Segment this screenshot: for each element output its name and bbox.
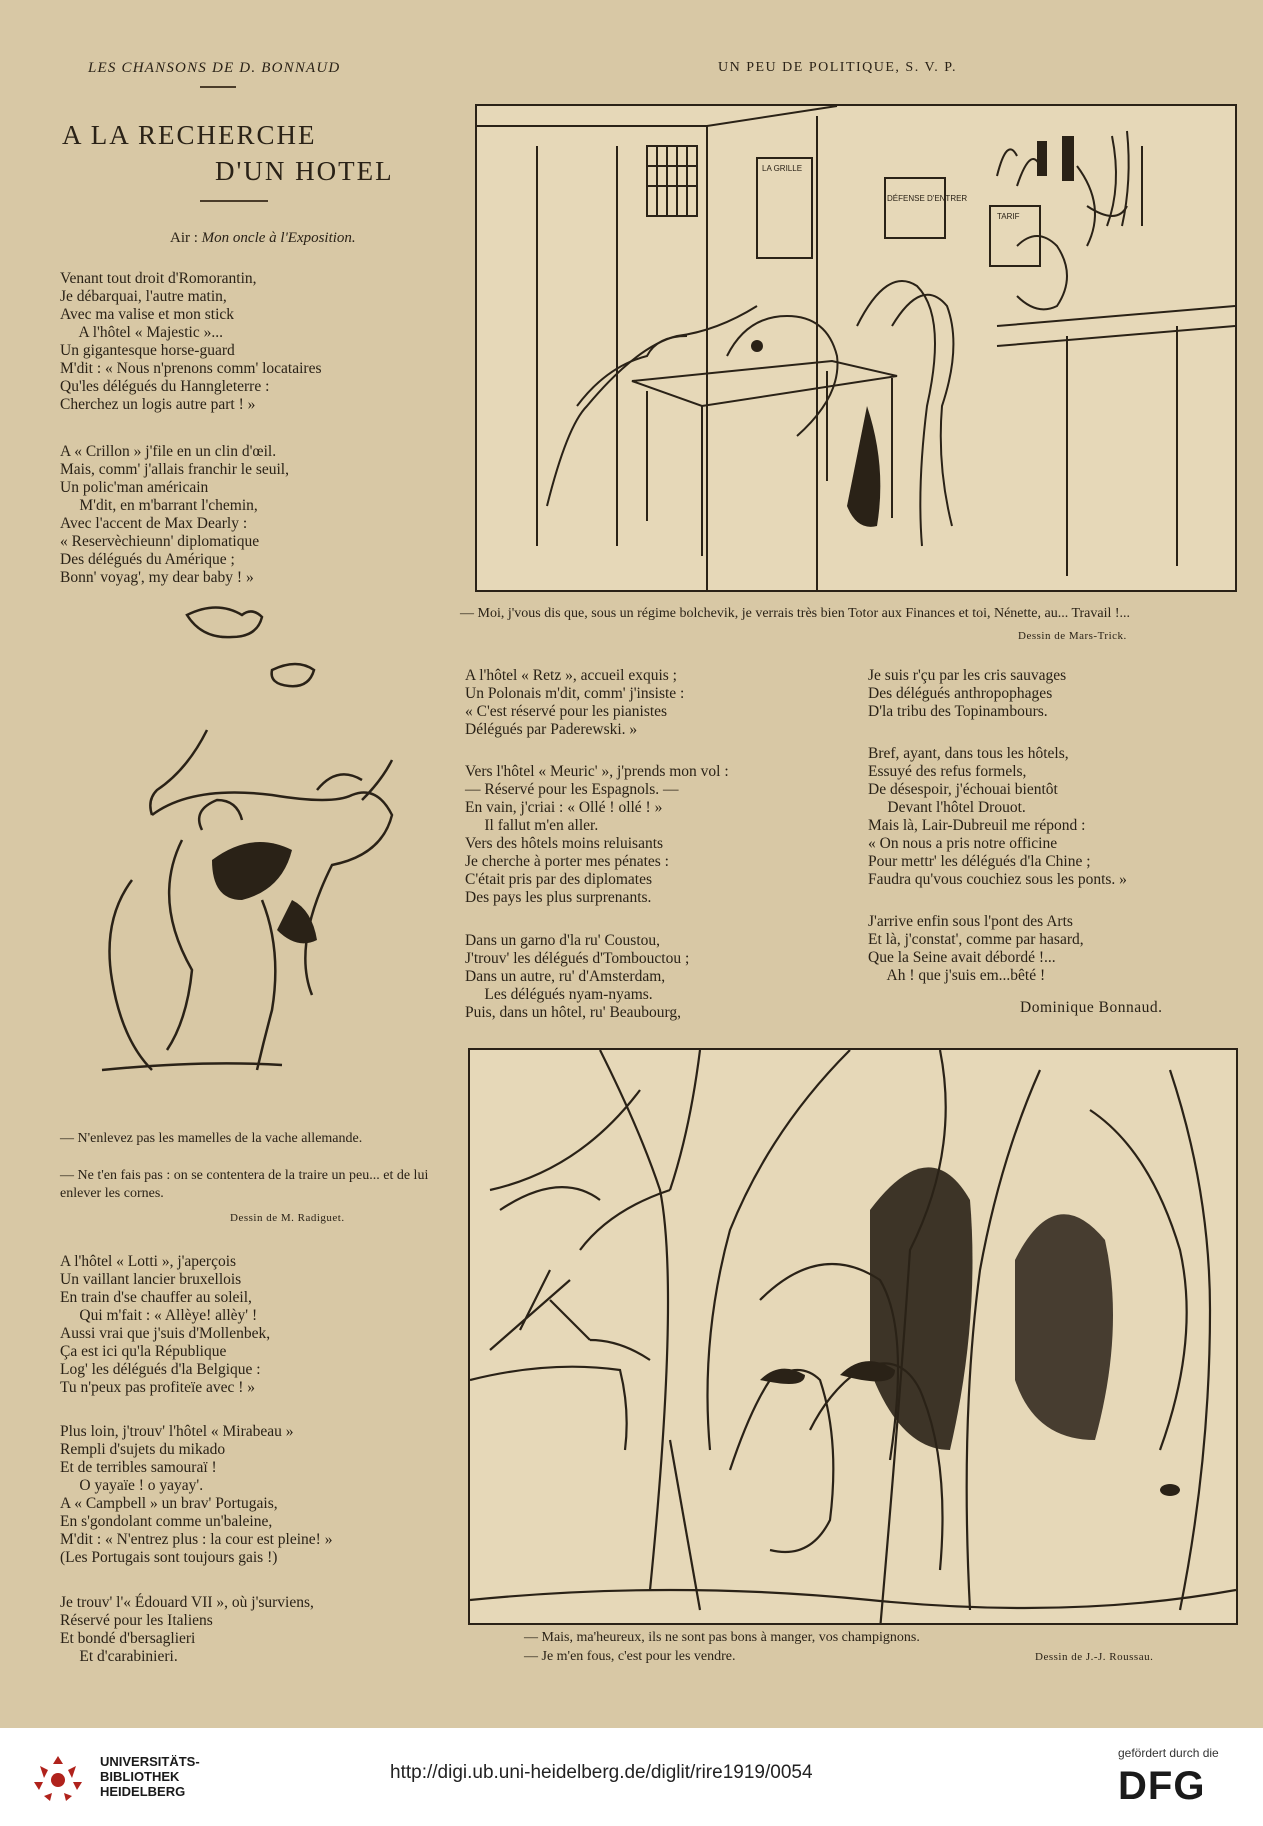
tune-label: Air : bbox=[170, 230, 198, 246]
forest-caption-1: — Mais, ma'heureux, ils ne sont pas bons à manger, vos champignons. bbox=[524, 1630, 920, 1645]
stanza-4: Plus loin, j'trouv' l'hôtel « Mirabeau » Rempli d'sujets du mikado Et de terribles samouraï ! O yayaïe ! o yayay'. A « Campbell » un brav' Portugais, En s'gondolant comme un'baleine, M'dit : « N'entrez plus : la cour est pleine! » (Les Portugais sont toujours gais !) bbox=[60, 1423, 333, 1566]
cafe-drawing bbox=[477, 106, 1235, 590]
poem-title-line2: D'UN HOTEL bbox=[215, 156, 394, 186]
sign-grille: LA GRILLE bbox=[762, 164, 803, 173]
stanza-11: J'arrive enfin sous l'pont des Arts Et là, j'constat', comme par hasard, Que la Seine avait débordé !... Ah ! que j'suis em...bêté ! bbox=[868, 913, 1084, 984]
stanza-8: Dans un garno d'la ru' Coustou, J'trouv' les délégués d'Tombouctou ; Dans un autre, ru' d'Amsterdam, Les délégués nyam-nyams. Puis, dans un hôtel, ru' Beaubourg, bbox=[465, 932, 690, 1021]
poem-title-line1: A LA RECHERCHE bbox=[62, 120, 317, 150]
stanza-6: A l'hôtel « Retz », accueil exquis ; Un Polonais m'dit, comm' j'insiste : « C'est réservé pour les pianistes Délégués par Paderewski. » bbox=[465, 667, 685, 738]
cafe-caption: — Moi, j'vous dis que, sous un régime bolchevik, je verrais très bien Totor aux Finances et toi, Nénette, au... Travail !... bbox=[460, 606, 1131, 621]
cow-caption-2: — Ne t'en fais pas : on se contentera de la traire un peu... et de lui enlever les cornes. bbox=[60, 1168, 429, 1201]
tune-name: Mon oncle à l'Exposition. bbox=[201, 230, 356, 246]
stanza-7: Vers l'hôtel « Meuric' », j'prends mon vol : — Réservé pour les Espagnols. — En vain, j'criai : « Ollé ! ollé ! » Il fallut m'en aller. Vers des hôtels moins reluisants Je cherche à porter mes pénates : C'était pris par des diplomates Des pays les plus surprenants. bbox=[465, 763, 729, 906]
author-signature: Dominique Bonnaud. bbox=[1020, 999, 1163, 1016]
sign-defense: DÉFENSE D'ENTRER bbox=[887, 194, 968, 203]
funder-text: gefördert durch die bbox=[1118, 1746, 1219, 1760]
library-name: UNIVERSITÄTS- BIBLIOTHEK HEIDELBERG bbox=[100, 1754, 200, 1799]
ornament-rule bbox=[200, 86, 236, 89]
cow-credit: Dessin de M. Radiguet. bbox=[230, 1212, 345, 1224]
dfg-logo: DFG bbox=[1118, 1764, 1206, 1808]
running-header-right: UN PEU DE POLITIQUE, S. V. P. bbox=[718, 60, 958, 75]
stanza-9: Je suis r'çu par les cris sauvages Des délégués anthropophages D'la tribu des Topinambours. bbox=[868, 667, 1067, 720]
library-seal-icon bbox=[30, 1752, 86, 1804]
stanza-5: Je trouv' l'« Édouard VII », où j'surviens, Réservé pour les Italiens Et bondé d'bersaglieri Et d'carabinieri. bbox=[60, 1594, 314, 1665]
cow-drawing bbox=[62, 600, 432, 1100]
permalink-url[interactable]: http://digi.ub.uni-heidelberg.de/diglit/rire1919/0054 bbox=[390, 1762, 813, 1783]
stanza-2: A « Crillon » j'file en un clin d'œil. Mais, comm' j'allais franchir le seuil, Un polic'man américain M'dit, en m'barrant l'chemin, Avec l'accent de Max Dearly : « Reservèchieunn' diplomatique Des délégués du Amérique ; Bonn' voyag', my dear baby ! » bbox=[60, 443, 289, 586]
footer-bar bbox=[0, 1728, 1263, 1826]
tune-line bbox=[170, 230, 356, 247]
stanza-1: Venant tout droit d'Romorantin, Je débarquai, l'autre matin, Avec ma valise et mon stick A l'hôtel « Majestic »... Un gigantesque horse-guard M'dit : « Nous n'prenons comm' locataires Qu'les délégués du Hanngleterre : Cherchez un logis autre part ! » bbox=[60, 270, 322, 413]
forest-caption-2: — Je m'en fous, c'est pour les vendre. bbox=[524, 1649, 736, 1664]
forest-credit: Dessin de J.-J. Roussau. bbox=[1035, 1651, 1154, 1663]
cafe-credit: Dessin de Mars-Trick. bbox=[1018, 630, 1127, 642]
title-underline bbox=[200, 200, 268, 203]
cow-illustration bbox=[62, 600, 432, 1100]
running-header-left: LES CHANSONS DE D. BONNAUD bbox=[88, 60, 341, 76]
sign-tarif: TARIF bbox=[997, 212, 1020, 221]
stanza-3: A l'hôtel « Lotti », j'aperçois Un vaillant lancier bruxellois En train d'se chauffer au soleil, Qui m'fait : « Allèye! allèy' ! Aussi vrai que j'suis d'Mollenbek, Ça est ici qu'la République Log' les délégués d'la Belgique : Tu n'peux pas profiteïe avec ! » bbox=[60, 1253, 271, 1396]
forest-illustration bbox=[468, 1048, 1238, 1625]
cow-caption-1: — N'enlevez pas les mamelles de la vache allemande. bbox=[60, 1131, 363, 1146]
cafe-illustration bbox=[475, 104, 1237, 592]
forest-drawing bbox=[470, 1050, 1236, 1623]
stanza-10: Bref, ayant, dans tous les hôtels, Essuyé des refus formels, De désespoir, j'échouai bientôt Devant l'hôtel Drouot. Mais là, Lair-Dubreuil me répond : « On nous a pris notre officine Pour mettr' les délégués d'la Chine ; Faudra qu'vous couchiez sous les ponts. » bbox=[868, 745, 1127, 888]
